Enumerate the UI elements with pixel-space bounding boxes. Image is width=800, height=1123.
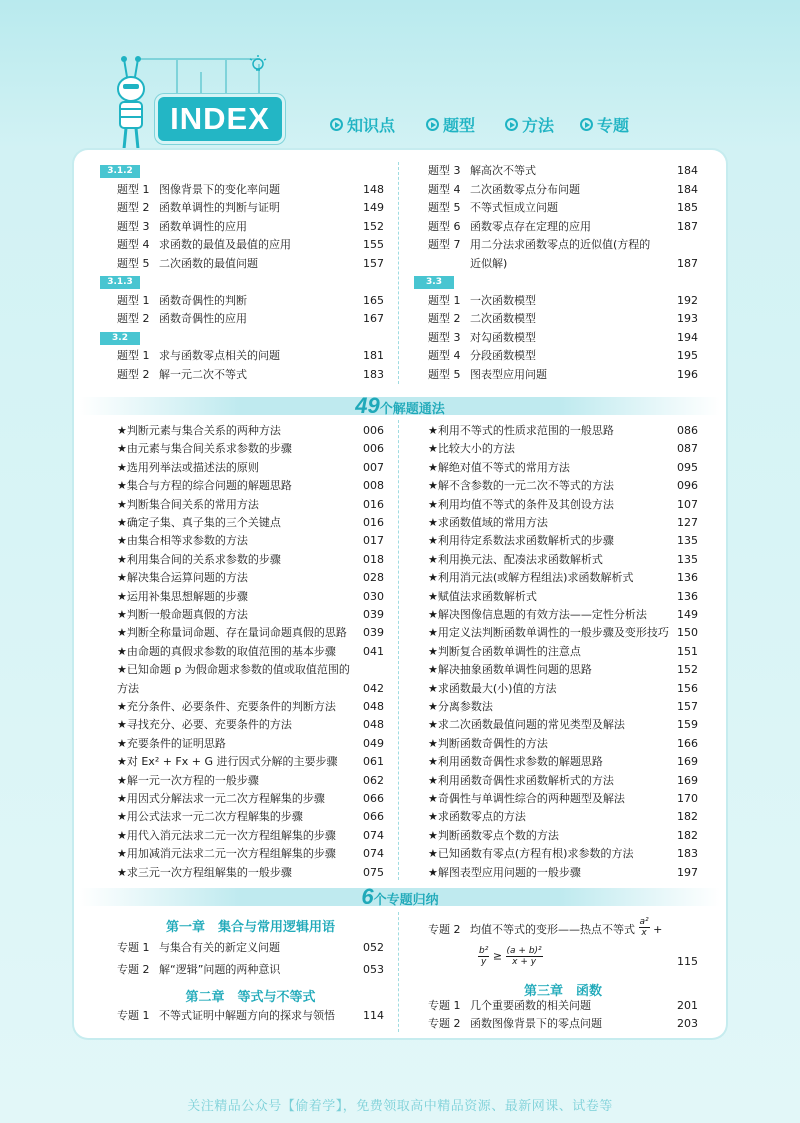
play-circle-icon [426, 118, 439, 131]
section-tag: 3.2 [100, 332, 140, 345]
topic-item: 专题 1 不等式证明中解题方向的探求与领悟 114 [117, 1009, 384, 1022]
toc-item: 题型 2 函数单调性的判断与证明 149 [117, 201, 384, 214]
nav-question-types: 题型 [426, 112, 475, 136]
method-item: ★由元素与集合间关系求参数的步骤 006 [117, 442, 384, 456]
deco-line [176, 58, 178, 98]
topic-item: 专题 1 几个重要函数的相关问题 201 [428, 999, 698, 1012]
topics-band-title: 6个专题归纳 [361, 884, 439, 909]
section-tag: 3.1.2 [100, 165, 140, 178]
method-item: ★判断一般命题真假的方法 039 [117, 608, 384, 621]
toc-item: 题型 6 函数零点存在定理的应用 187 [428, 219, 698, 233]
method-item: ★由集合相等求参数的方法 017 [117, 534, 384, 548]
method-item: ★确定子集、真子集的三个关键点 016 [117, 516, 384, 529]
method-item: ★判断全称量词命题、存在量词命题真假的思路 039 [117, 626, 384, 640]
method-item: ★求函数值域的常用方法 127 [428, 516, 698, 529]
chapter-3-title: 第三章 函数 [523, 984, 602, 999]
nav-methods: 方法 [505, 112, 554, 136]
toc-item: 题型 4 求函数的最值及最值的应用 155 [117, 238, 384, 251]
method-item: ★分离参数法 157 [428, 700, 698, 713]
method-item: ★求二次函数最值问题的常见类型及解法 159 [428, 718, 698, 732]
lightbulb-icon [248, 55, 268, 77]
deco-line [225, 58, 227, 98]
methods-band-title: 49个解题通法 [355, 393, 445, 418]
column-divider [398, 162, 399, 384]
toc-item: 题型 4 二次函数零点分布问题 184 [428, 182, 698, 196]
method-item: ★求三元一次方程组解集的一般步骤 075 [117, 865, 384, 879]
method-item: ★已知命题 p 为假命题求参数的值或取值范围的 [117, 663, 350, 677]
method-item: ★判断集合间关系的常用方法 016 [117, 497, 384, 511]
toc-item: 题型 3 对勾函数模型 194 [428, 330, 698, 344]
play-circle-icon [330, 118, 343, 131]
method-item: ★已知函数有零点(方程有根)求参数的方法 183 [428, 847, 698, 861]
method-item: ★用代入消元法求二元一次方程组解集的步骤 074 [117, 828, 384, 842]
method-item: ★对 Ex² + Fx + G 进行因式分解的主要步骤 061 [117, 755, 384, 769]
toc-item: 题型 7 用二分法求函数零点的近似值(方程的 [428, 238, 651, 251]
method-item: ★集合与方程的综合问题的解题思路 008 [117, 479, 384, 493]
method-item: 方法 042 [117, 681, 384, 695]
method-item: ★解决抽象函数单调性问题的思路 152 [428, 663, 698, 677]
method-item: ★解绝对值不等式的常用方法 095 [428, 460, 698, 474]
column-divider [398, 420, 399, 880]
method-item: ★利用待定系数法求函数解析式的步骤 135 [428, 534, 698, 548]
method-item: ★利用均值不等式的条件及其创设方法 107 [428, 497, 698, 511]
method-item: ★寻找充分、必要、充要条件的方法 048 [117, 718, 384, 732]
method-item: ★判断函数奇偶性的方法 166 [428, 736, 698, 750]
method-item: ★解一元一次方程的一般步骤 062 [117, 773, 384, 787]
topic-item-inequality: 专题 2 均值不等式的变形——热点不等式 $\frac{\text{a²}}{x}$ + $\frac{\text{b²}}{y}$ ≥ $\frac{\text{(a + b)²}}{x + y}$ 115 [428, 916, 698, 968]
play-circle-icon [580, 118, 593, 131]
toc-item: 题型 5 二次函数的最值问题 157 [117, 256, 384, 270]
inequality-formula: $\frac{\text{b²}}{y}$ ≥ $\frac{\text{(a + b)²}}{x + y}$ [479, 946, 542, 967]
topic-item: 专题 2 函数图像背景下的零点问题 203 [428, 1017, 698, 1030]
method-item: ★由命题的真假求参数的取值范围的基本步骤 041 [117, 644, 384, 658]
method-item: ★解图表型应用问题的一般步骤 197 [428, 865, 698, 879]
chapter-1-title: 第一章 集合与常用逻辑用语 [165, 920, 335, 935]
nav-topics: 专题 [580, 112, 629, 136]
column-divider [398, 912, 399, 1032]
method-item: ★解不含参数的一元二次不等式的方法 096 [428, 479, 698, 493]
mascot-illustration [108, 55, 158, 155]
deco-line [200, 72, 202, 98]
method-item: ★用公式法求一元二次方程解集的步骤 066 [117, 810, 384, 824]
toc-item: 题型 2 解一元二次不等式 183 [117, 367, 384, 381]
method-item: ★利用不等式的性质求范围的一般思路 086 [428, 424, 698, 437]
method-item: ★求函数最大(小)值的方法 156 [428, 681, 698, 695]
section-tag: 3.1.3 [100, 276, 140, 289]
method-item: ★用因式分解法求一元二次方程解集的步骤 066 [117, 792, 384, 805]
toc-item: 题型 3 函数单调性的应用 152 [117, 219, 384, 233]
method-item: ★求函数零点的方法 182 [428, 810, 698, 824]
toc-item: 题型 1 函数奇偶性的判断 165 [117, 293, 384, 307]
method-item: ★利用消元法(或解方程组法)求函数解析式 136 [428, 571, 698, 585]
toc-item: 题型 2 二次函数模型 193 [428, 312, 698, 325]
method-item: ★运用补集思想解题的步骤 030 [117, 589, 384, 603]
toc-item: 题型 1 一次函数模型 192 [428, 293, 698, 307]
method-item: ★解决图像信息题的有效方法——定性分析法 149 [428, 608, 698, 621]
method-item: ★判断函数零点个数的方法 182 [428, 828, 698, 842]
method-item: ★充分条件、必要条件、充要条件的判断方法 048 [117, 700, 384, 713]
toc-item: 题型 5 不等式恒成立问题 185 [428, 201, 698, 214]
toc-item: 题型 4 分段函数模型 195 [428, 349, 698, 362]
method-item: ★选用列举法或描述法的原则 007 [117, 460, 384, 474]
toc-item: 题型 1 求与函数零点相关的问题 181 [117, 349, 384, 362]
fraction-a2-over-x: $\frac{\text{a²}}{x}$ [639, 916, 649, 938]
method-item: ★赋值法求函数解析式 136 [428, 589, 698, 603]
chapter-2-title: 第二章 等式与不等式 [185, 990, 316, 1005]
section-tag: 3.3 [414, 276, 454, 289]
method-item: ★利用函数奇偶性求函数解析式的方法 169 [428, 773, 698, 787]
method-item: ★判断元素与集合关系的两种方法 006 [117, 424, 384, 437]
topic-item: 专题 2 解“逻辑”问题的两种意识 053 [117, 963, 384, 976]
method-item: ★利用函数奇偶性求参数的解题思路 169 [428, 755, 698, 769]
method-item: ★利用集合间的关系求参数的步骤 018 [117, 552, 384, 566]
play-circle-icon [505, 118, 518, 131]
footer-notice: 关注精品公众号【偷着学】，免费领取高中精品资源、最新网课、试卷等 [187, 1099, 613, 1114]
toc-item: 题型 3 解高次不等式 184 [428, 164, 698, 177]
toc-item: 近似解) 187 [470, 256, 698, 270]
method-item: ★比较大小的方法 087 [428, 442, 698, 456]
deco-line [140, 58, 260, 60]
nav-knowledge: 知识点 [330, 112, 395, 136]
topic-item: 专题 1 与集合有关的新定义问题 052 [117, 941, 384, 954]
method-item: ★用定义法判断函数单调性的一般步骤及变形技巧 150 [428, 626, 698, 640]
method-item: ★利用换元法、配凑法求函数解析式 135 [428, 552, 698, 566]
toc-item: 题型 5 图表型应用问题 196 [428, 367, 698, 381]
method-item: ★用加减消元法求二元一次方程组解集的步骤 074 [117, 847, 384, 861]
index-title: INDEX [158, 97, 282, 141]
toc-item: 题型 2 函数奇偶性的应用 167 [117, 312, 384, 325]
method-item: ★充要条件的证明思路 049 [117, 736, 384, 750]
toc-item: 题型 1 图像背景下的变化率问题 148 [117, 182, 384, 196]
method-item: ★奇偶性与单调性综合的两种题型及解法 170 [428, 792, 698, 805]
method-item: ★解决集合运算问题的方法 028 [117, 571, 384, 585]
method-item: ★判断复合函数单调性的注意点 151 [428, 644, 698, 658]
